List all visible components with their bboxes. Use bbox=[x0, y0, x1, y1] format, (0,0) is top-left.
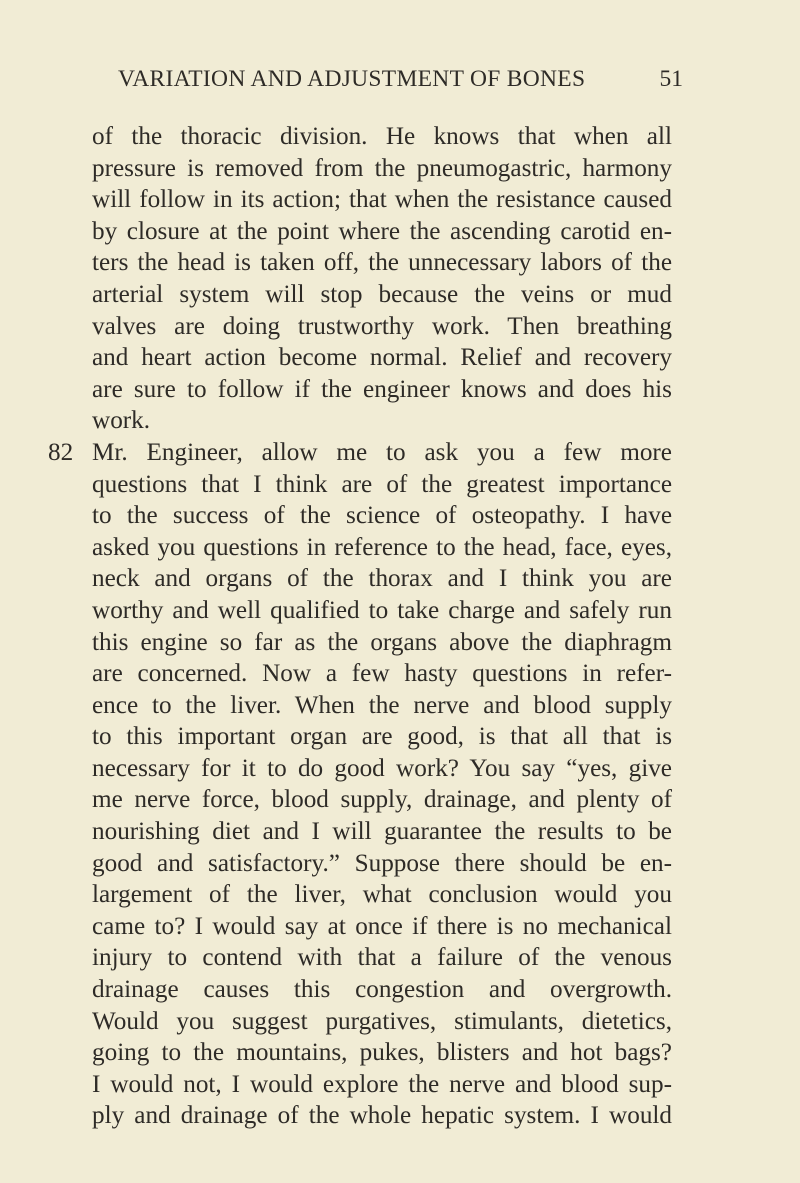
text-line: ters the head is taken off, the unnecessary labors of the bbox=[92, 249, 672, 277]
text-line: necessary for it to do good work? You say “yes, give bbox=[92, 754, 672, 782]
text-line: ence to the liver. When the nerve and blood supply bbox=[92, 691, 672, 719]
text-line: came to? I would say at once if there is no mechanical bbox=[92, 912, 672, 940]
text-line: Would you suggest purgatives, stimulants, dietetics, bbox=[92, 1007, 672, 1035]
text-line: to this important organ are good, is that all that is bbox=[92, 723, 672, 751]
text-line: largement of the liver, what conclusion would you bbox=[92, 881, 672, 909]
text-line: I would not, I would explore the nerve and blood sup- bbox=[92, 1070, 672, 1098]
text-line: good and satisfactory.” Suppose there should be en- bbox=[92, 849, 672, 877]
text-line: neck and organs of the thorax and I think you are bbox=[92, 565, 672, 593]
text-line: and heart action become normal. Relief and recovery bbox=[92, 344, 672, 372]
paragraph-number: 82 bbox=[48, 438, 74, 466]
paragraph-1 bbox=[92, 121, 672, 437]
text-line: drainage causes this congestion and overgrowth. bbox=[92, 976, 672, 1004]
text-line: nourishing diet and I will guarantee the results to be bbox=[92, 818, 672, 846]
paragraph-2 bbox=[48, 437, 672, 1132]
text-line: to the success of the science of osteopathy. I have bbox=[92, 502, 672, 530]
text-line: questions that I think are of the greatest importance bbox=[92, 470, 672, 498]
body-text bbox=[48, 121, 672, 1132]
running-head-title: VARIATION AND ADJUSTMENT OF BONES bbox=[118, 66, 586, 92]
text-line: by closure at the point where the ascending carotid en- bbox=[92, 217, 672, 245]
text-line: work. bbox=[92, 407, 151, 435]
text-line: asked you questions in reference to the head, face, eyes, bbox=[92, 533, 672, 561]
text-line: injury to contend with that a failure of the venous bbox=[92, 944, 672, 972]
text-line-content: Mr. Engineer, allow me to ask you a few more bbox=[92, 438, 672, 466]
text-line: ply and drainage of the whole hepatic system. I would bbox=[92, 1102, 672, 1130]
text-line: are sure to follow if the engineer knows and does his bbox=[92, 375, 672, 403]
text-line: me nerve force, blood supply, drainage, and plenty of bbox=[92, 786, 672, 814]
text-line: of the thoracic division. He knows that when all bbox=[92, 123, 672, 150]
text-line: worthy and well qualified to take charge and safely run bbox=[92, 596, 672, 624]
text-line: valves are doing trustworthy work. Then breathing bbox=[92, 312, 672, 340]
text-line-with-number bbox=[48, 437, 672, 469]
text-line: going to the mountains, pukes, blisters and hot bags? bbox=[92, 1039, 672, 1067]
text-line: arterial system will stop because the veins or mud bbox=[92, 280, 672, 308]
text-line: will follow in its action; that when the resistance caused bbox=[92, 186, 672, 214]
page-number: 51 bbox=[659, 66, 683, 92]
text-line: pressure is removed from the pneumogastric, harmony bbox=[92, 154, 672, 182]
running-head bbox=[118, 66, 683, 96]
text-line: are concerned. Now a few hasty questions in refer- bbox=[92, 660, 672, 688]
text-line: this engine so far as the organs above the diaphragm bbox=[92, 628, 672, 656]
